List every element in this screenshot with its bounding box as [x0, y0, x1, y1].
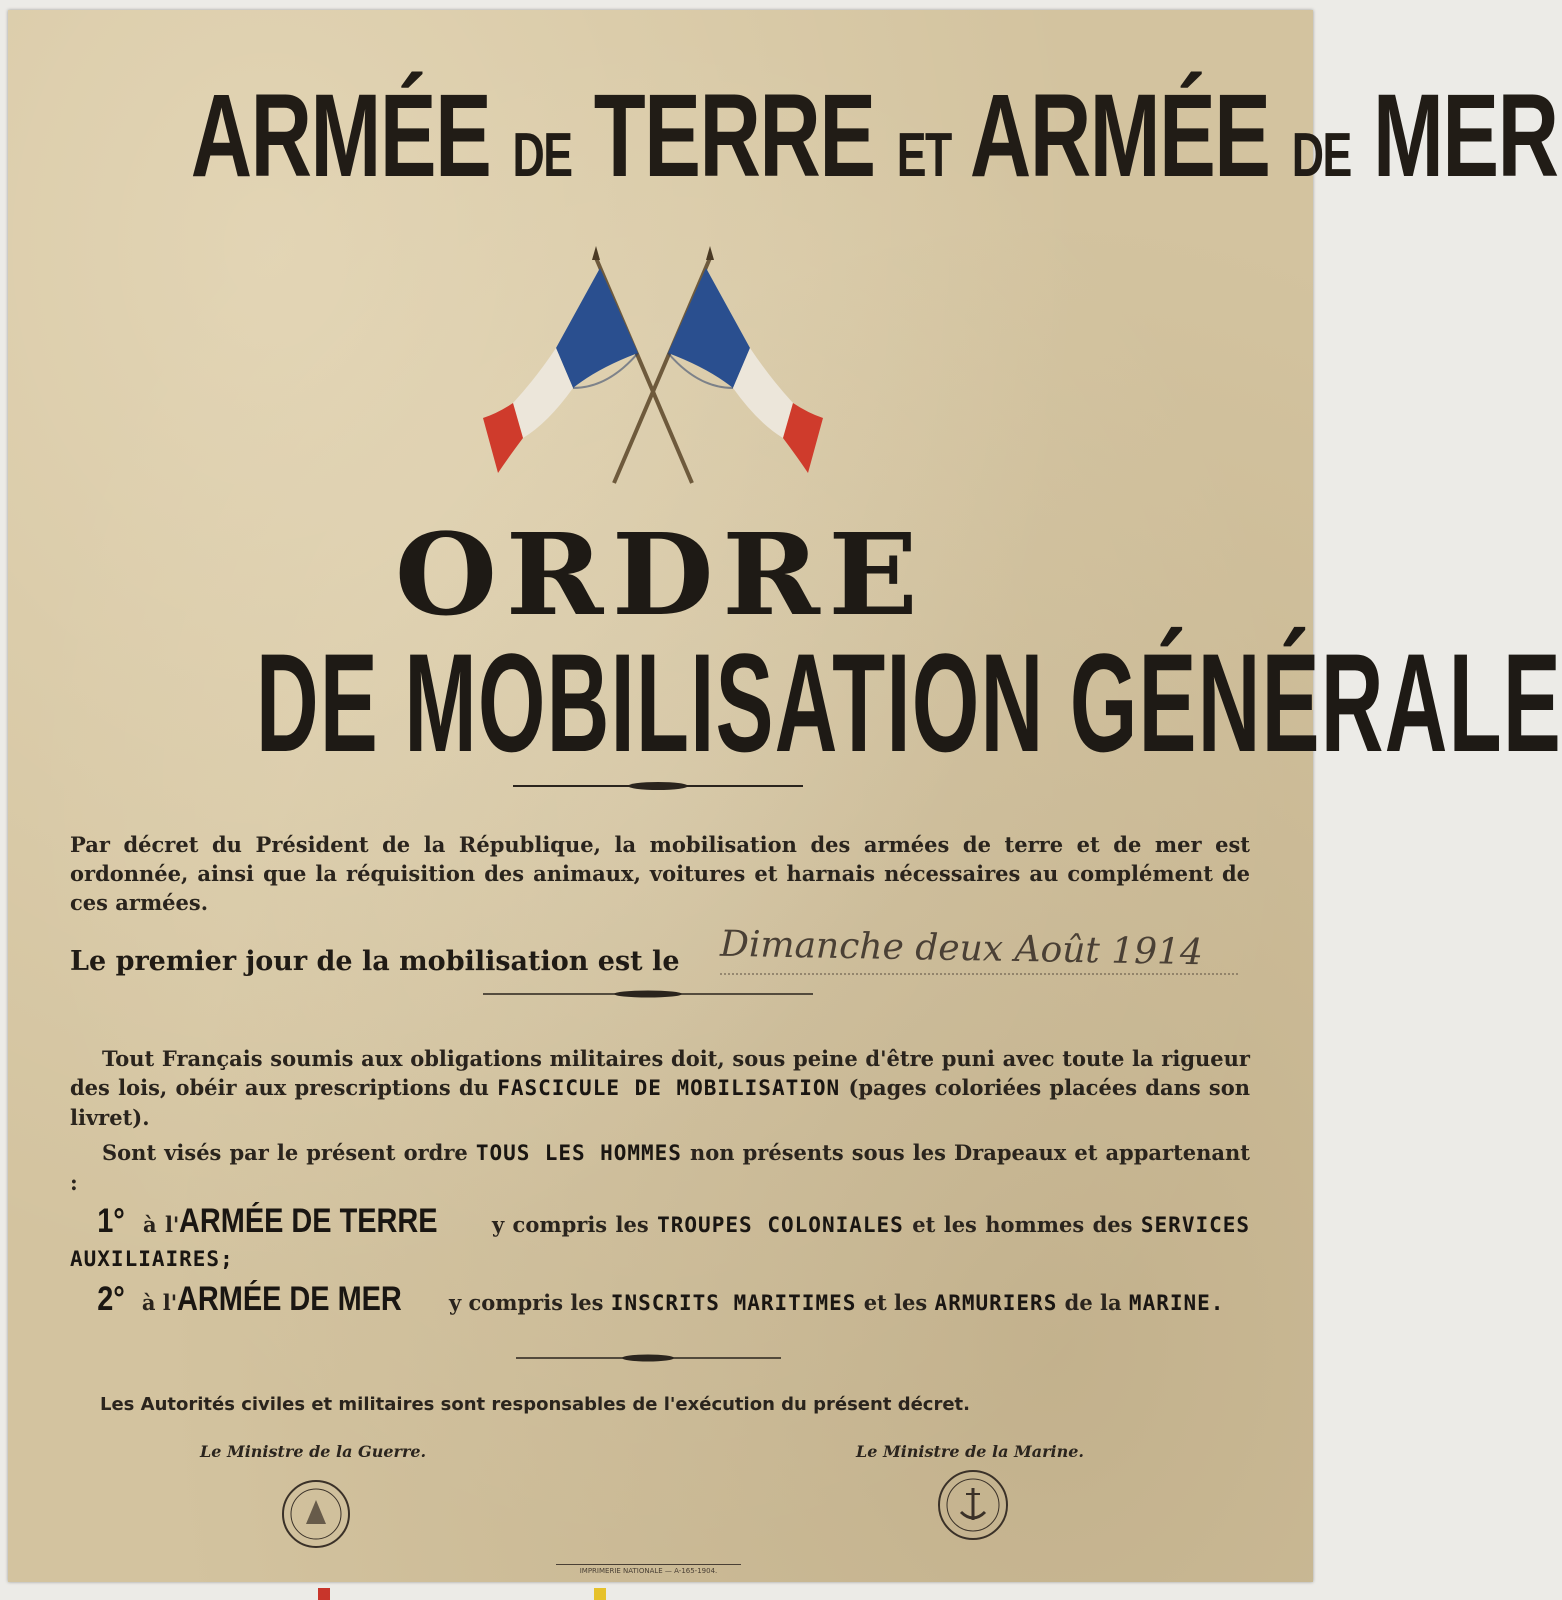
vises-text-1: Sont visés par le présent ordre — [102, 1140, 468, 1165]
signature-guerre: Le Ministre de la Guerre. — [200, 1442, 427, 1461]
first-day-handwritten-date: Dimanche deux Août 1914 — [719, 923, 1204, 974]
decree-paragraph: Par décret du Président de la République, la mobilisation des armées de terre et de mer est ordonnée, ainsi que la réquisition des animaux, voitures et harnais nécessaires au complément de ces armées. — [70, 832, 1250, 915]
ornament-divider — [513, 780, 803, 792]
item2-et: et les — [863, 1290, 928, 1315]
obligations-paragraph — [70, 1044, 1250, 1132]
ornament-divider — [483, 988, 813, 1000]
item2-armee: ARMÉE DE MER — [177, 1280, 402, 1318]
item2-armuriers: ARMURIERS — [934, 1291, 1058, 1315]
poster-header — [190, 68, 1558, 204]
header-armee-2: ARMÉE — [969, 70, 1270, 202]
seal-guerre-icon — [280, 1478, 352, 1550]
first-day-label: Le premier jour de la mobilisation est le — [70, 946, 680, 977]
item2-de-la: de la — [1064, 1290, 1122, 1315]
item1-et: et les hommes des — [912, 1212, 1133, 1237]
item1-y-compris: y compris les — [491, 1212, 649, 1237]
fascicule-emphasis: FASCICULE DE MOBILISATION — [497, 1076, 841, 1100]
poster — [8, 10, 1562, 1582]
item1-number: 1° — [97, 1202, 125, 1240]
item-armee-de-terre — [70, 1204, 1250, 1276]
crossed-flags-icon — [478, 238, 838, 498]
printer-imprint: IMPRIMERIE NATIONALE — A-165-1904. — [556, 1564, 741, 1575]
header-de-1: DE — [512, 121, 572, 190]
item-armee-de-mer — [70, 1282, 1250, 1320]
item2-inscrits: INSCRITS MARITIMES — [610, 1291, 857, 1315]
header-armee-1: ARMÉE — [190, 70, 491, 202]
header-de-2: DE — [1291, 121, 1351, 190]
obligations-text-1: Tout Français soumis aux obligations militaires doit, sous peine d'être puni avec toute la rigueur des lois, obéir aux prescriptions du — [70, 1046, 1250, 1100]
item2-y-compris: y compris les — [448, 1290, 604, 1315]
obligations-text-2: (pages coloriées placées dans son livret). — [70, 1075, 1251, 1130]
title-ordre: ORDRE — [394, 510, 927, 641]
vises-paragraph — [70, 1138, 1250, 1197]
item1-a: à l' — [142, 1212, 180, 1237]
item1-services: SERVICES AUXILIAIRES; — [70, 1213, 1251, 1271]
signature-marine: Le Ministre de la Marine. — [856, 1442, 1084, 1461]
header-et: ET — [896, 121, 951, 190]
tous-les-hommes-emphasis: TOUS LES HOMMES — [475, 1141, 682, 1165]
item2-number: 2° — [97, 1280, 125, 1318]
yellow-tape-fragment — [594, 1588, 606, 1600]
item2-marine: MARINE. — [1128, 1291, 1225, 1315]
item1-troupes: TROUPES COLONIALES — [657, 1213, 904, 1237]
authorities-statement: Les Autorités civiles et militaires sont responsables de l'exécution du présent décret. — [100, 1394, 970, 1415]
header-terre: TERRE — [593, 70, 875, 202]
red-tape-fragment — [318, 1588, 330, 1600]
header-mer: MER — [1373, 70, 1558, 202]
title-mobilisation: DE MOBILISATION GÉNÉRALE — [255, 624, 1562, 781]
ornament-divider — [516, 1352, 781, 1364]
date-underline — [720, 972, 1240, 976]
item1-armee: ARMÉE DE TERRE — [179, 1202, 438, 1240]
item2-a: à l' — [141, 1290, 178, 1315]
seal-marine-icon — [936, 1468, 1010, 1542]
vises-text-2: non présents sous les Drapeaux et appartenant : — [70, 1140, 1250, 1195]
